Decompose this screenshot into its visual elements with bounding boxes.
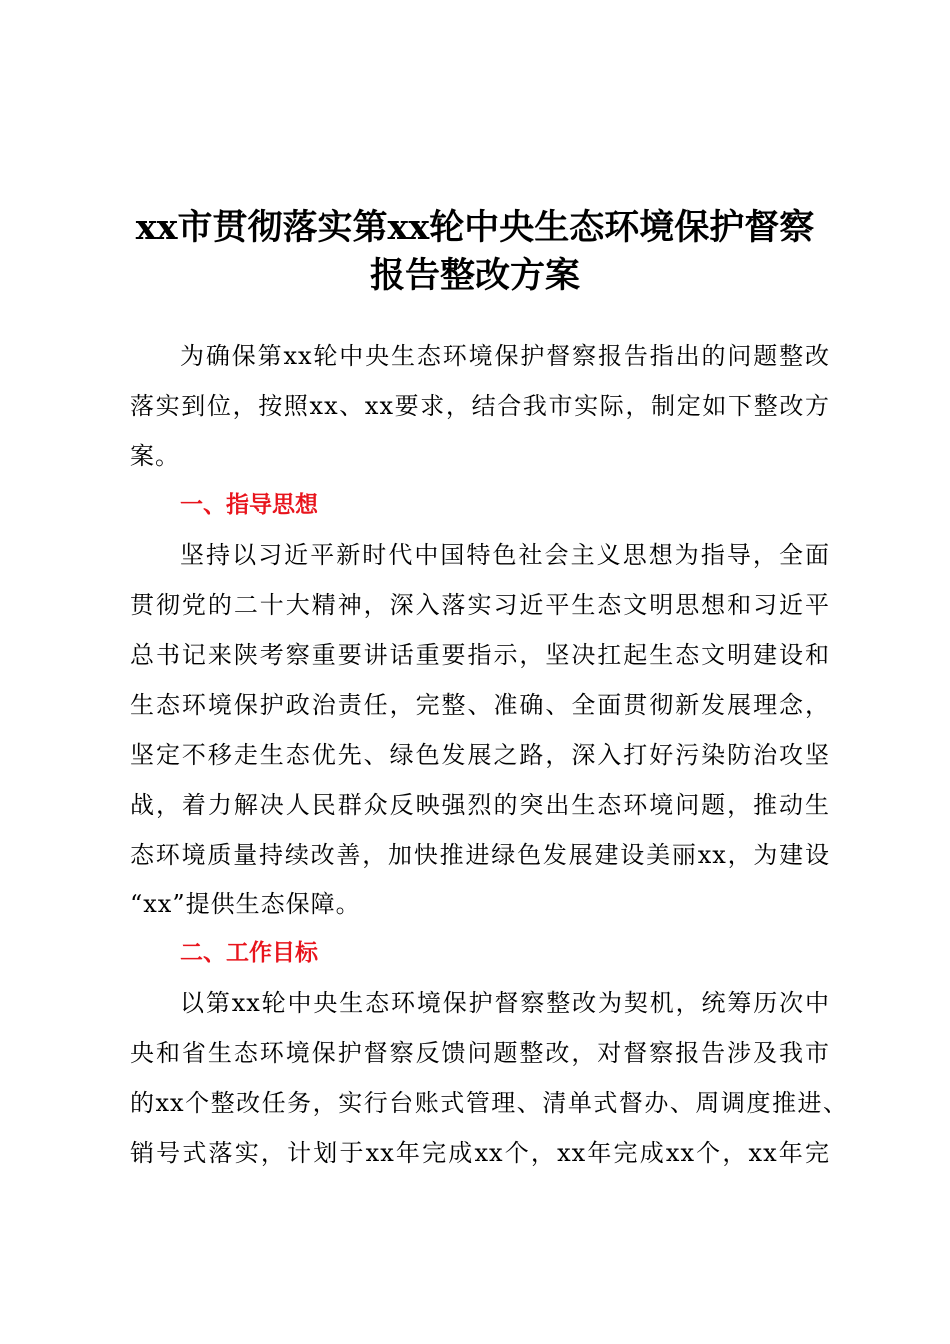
section-heading-work-goals: 二、工作目标: [180, 940, 318, 966]
section1-line-7: 态环境质量持续改善，加快推进绿色发展建设美丽xx，为建设: [130, 841, 830, 869]
intro-line-3: 案。: [130, 442, 180, 470]
section1-line-5: 坚定不移走生态优先、绿色发展之路，深入打好污染防治攻坚: [130, 741, 830, 769]
section1-line-1: 坚持以习近平新时代中国特色社会主义思想为指导，全面: [180, 541, 830, 569]
section-heading-guiding-ideology: 一、指导思想: [180, 492, 318, 518]
section1-line-6: 战，着力解决人民群众反映强烈的突出生态环境问题，推动生: [130, 791, 830, 819]
document-title-line-1: xx市贯彻落实第xx轮中央生态环境保护督察: [135, 207, 815, 248]
intro-line-1: 为确保第xx轮中央生态环境保护督察报告指出的问题整改: [180, 342, 830, 370]
section1-line-8: “xx”提供生态保障。: [130, 890, 361, 918]
document-title-line-2: 报告整改方案: [369, 255, 580, 296]
section1-line-3: 总书记来陕考察重要讲话重要指示，坚决扛起生态文明建设和: [130, 641, 830, 669]
section2-line-2: 央和省生态环境保护督察反馈问题整改，对督察报告涉及我市: [130, 1039, 830, 1067]
section1-line-2: 贯彻党的二十大精神，深入落实习近平生态文明思想和习近平: [130, 591, 830, 619]
intro-line-2: 落实到位，按照xx、xx要求，结合我市实际，制定如下整改方: [130, 392, 830, 420]
section2-line-4: 销号式落实，计划于xx年完成xx个，xx年完成xx个，xx年完: [130, 1139, 830, 1167]
section1-line-4: 生态环境保护政治责任，完整、准确、全面贯彻新发展理念，: [130, 691, 830, 719]
section2-line-1: 以第xx轮中央生态环境保护督察整改为契机，统筹历次中: [180, 989, 830, 1017]
section2-line-3: 的xx个整改任务，实行台账式管理、清单式督办、周调度推进、: [130, 1089, 848, 1117]
